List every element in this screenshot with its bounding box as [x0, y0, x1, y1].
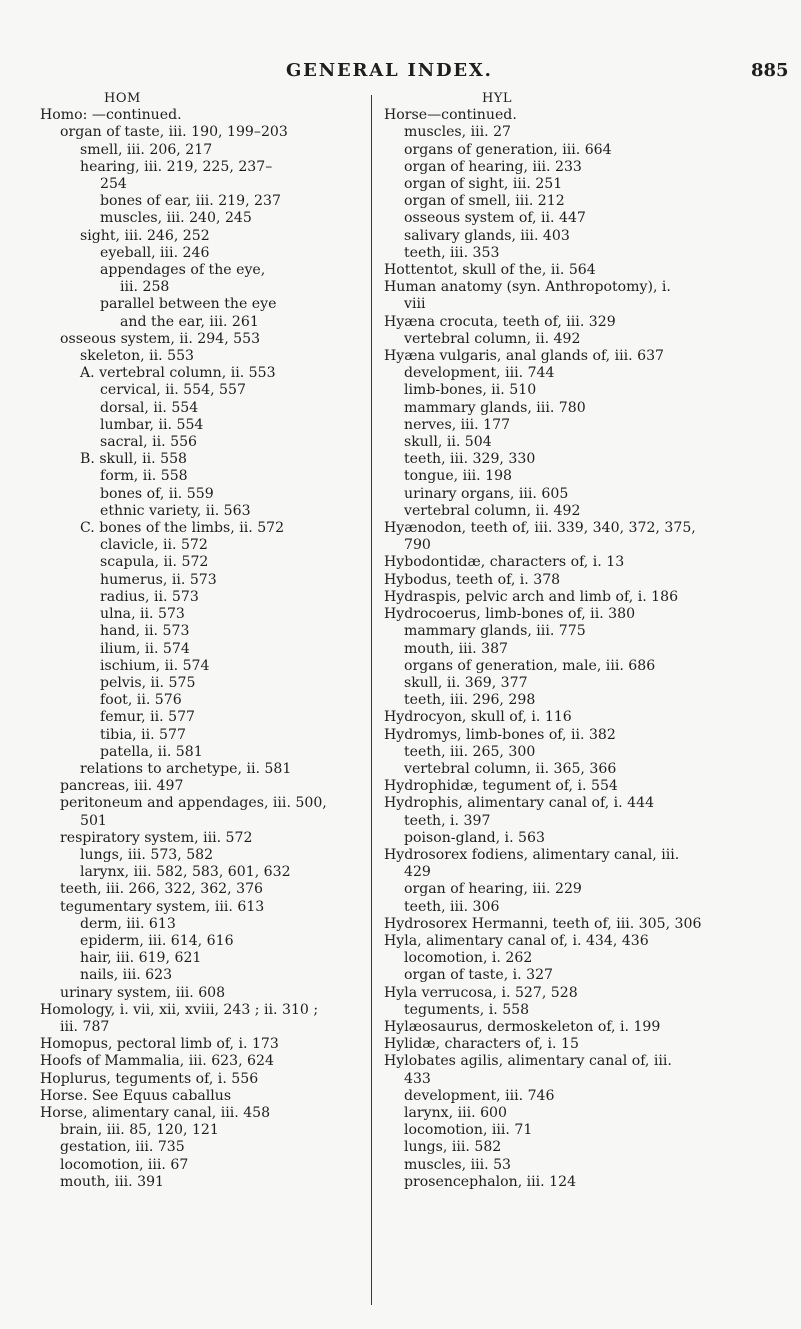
- index-entry: epiderm, iii. 614, 616: [80, 932, 234, 949]
- index-entry: teeth, i. 397: [404, 812, 491, 829]
- index-entry: iii. 258: [120, 279, 170, 296]
- index-entry: ischium, ii. 574: [100, 657, 210, 674]
- index-entry: teeth, iii. 265, 300: [404, 743, 536, 760]
- index-entry: urinary system, iii. 608: [60, 984, 226, 1001]
- index-entry: development, iii. 744: [404, 365, 555, 382]
- index-entry: poison-gland, i. 563: [404, 829, 545, 846]
- index-entry: organ of taste, i. 327: [404, 967, 554, 984]
- index-title: GENERAL INDEX.: [286, 60, 493, 81]
- index-entry: nails, iii. 623: [80, 967, 173, 984]
- index-entry: hearing, iii. 219, 225, 237–: [80, 158, 273, 175]
- index-entry: sight, iii. 246, 252: [80, 227, 210, 244]
- index-entry: teeth, iii. 329, 330: [404, 451, 536, 468]
- index-entry: pancreas, iii. 497: [60, 778, 184, 795]
- index-entry: bones of, ii. 559: [100, 485, 214, 502]
- index-entry: lungs, iii. 582: [404, 1139, 502, 1156]
- index-entry: clavicle, ii. 572: [100, 537, 208, 554]
- index-entry: lungs, iii. 573, 582: [80, 846, 214, 863]
- index-entry: Hydrophis, alimentary canal of, i. 444: [384, 795, 655, 812]
- index-entry: muscles, iii. 240, 245: [100, 210, 252, 227]
- index-entry: larynx, iii. 600: [404, 1104, 507, 1121]
- index-entry: skull, ii. 504: [404, 434, 492, 451]
- index-entry: development, iii. 746: [404, 1087, 555, 1104]
- index-entry: teeth, iii. 306: [404, 898, 500, 915]
- index-entry: tongue, iii. 198: [404, 468, 513, 485]
- index-entry: ilium, ii. 574: [100, 640, 190, 657]
- index-entry: bones of ear, iii. 219, 237: [100, 193, 281, 210]
- index-entry: C. bones of the limbs, ii. 572: [80, 520, 285, 537]
- index-entry: Hoplurus, teguments of, i. 556: [40, 1070, 259, 1087]
- index-entry: Human anatomy (syn. Anthropotomy), i.: [384, 279, 671, 296]
- index-entry: brain, iii. 85, 120, 121: [60, 1122, 219, 1139]
- index-entry: dorsal, ii. 554: [100, 399, 199, 416]
- index-entry: skeleton, ii. 553: [80, 348, 195, 365]
- index-entry: Hylobates agilis, alimentary canal of, iii.: [384, 1053, 672, 1070]
- index-entry: salivary glands, iii. 403: [404, 227, 570, 244]
- index-entry: Hottentot, skull of the, ii. 564: [384, 262, 596, 279]
- index-entry: humerus, ii. 573: [100, 571, 217, 588]
- index-entry: relations to archetype, ii. 581: [80, 760, 292, 777]
- index-entry: vertebral column, ii. 492: [404, 330, 581, 347]
- index-entry: locomotion, iii. 71: [404, 1122, 533, 1139]
- index-entry: peritoneum and appendages, iii. 500,: [60, 795, 327, 812]
- index-entry: Hydrosorex Hermanni, teeth of, iii. 305, 306: [384, 915, 702, 932]
- index-entry: larynx, iii. 582, 583, 601, 632: [80, 864, 291, 881]
- index-entry: limb-bones, ii. 510: [404, 382, 537, 399]
- index-entry: form, ii. 558: [100, 468, 188, 485]
- index-entry: teeth, iii. 353: [404, 244, 500, 261]
- index-entry: Homo: —continued.: [40, 107, 182, 124]
- index-entry: Hydrocyon, skull of, i. 116: [384, 709, 572, 726]
- index-entry: Hydrophidæ, tegument of, i. 554: [384, 778, 618, 795]
- index-entry: locomotion, iii. 67: [60, 1156, 189, 1173]
- index-entry: 790: [404, 537, 431, 554]
- index-entry: skull, ii. 369, 377: [404, 674, 528, 691]
- index-entry: osseous system of, ii. 447: [404, 210, 586, 227]
- index-entry: hand, ii. 573: [100, 623, 190, 640]
- index-entry: appendages of the eye,: [100, 262, 266, 279]
- index-entry: mammary glands, iii. 780: [404, 399, 586, 416]
- index-entry: B. skull, ii. 558: [80, 451, 188, 468]
- index-entry: eyeball, iii. 246: [100, 244, 210, 261]
- index-entry: scapula, ii. 572: [100, 554, 209, 571]
- index-entry: Horse. See Equus caballus: [40, 1087, 232, 1104]
- index-entry: teguments, i. 558: [404, 1001, 530, 1018]
- index-entry: lumbar, ii. 554: [100, 416, 204, 433]
- right-entries-list: [384, 107, 774, 1191]
- index-entry: Horse, alimentary canal, iii. 458: [40, 1104, 271, 1121]
- right-index-column: [384, 90, 774, 1191]
- right-column-catchword: HYL: [482, 91, 513, 106]
- index-entry: and the ear, iii. 261: [120, 313, 259, 330]
- index-entry: mouth, iii. 391: [60, 1173, 165, 1190]
- index-entry: muscles, iii. 53: [404, 1156, 512, 1173]
- index-entry: Hydromys, limb-bones of, ii. 382: [384, 726, 616, 743]
- index-entry: Hydraspis, pelvic arch and limb of, i. 186: [384, 588, 679, 605]
- index-entry: A. vertebral column, ii. 553: [80, 365, 276, 382]
- index-entry: Homology, i. vii, xii, xviii, 243 ; ii. 310 ;: [40, 1001, 319, 1018]
- left-index-column: [40, 90, 362, 1191]
- index-entry: teeth, iii. 296, 298: [404, 692, 536, 709]
- page-number: 885: [751, 60, 789, 81]
- left-column-catchword: HOM: [104, 91, 141, 106]
- index-entry: teeth, iii. 266, 322, 362, 376: [60, 881, 264, 898]
- index-entry: Hylidæ, characters of, i. 15: [384, 1036, 579, 1053]
- index-entry: Hybodus, teeth of, i. 378: [384, 571, 561, 588]
- index-entry: Hydrocoerus, limb-bones of, ii. 380: [384, 606, 636, 623]
- index-entry: Hyæna vulgaris, anal glands of, iii. 637: [384, 348, 665, 365]
- index-entry: osseous system, ii. 294, 553: [60, 330, 261, 347]
- left-entries-list: [40, 107, 362, 1191]
- index-entry: hair, iii. 619, 621: [80, 950, 202, 967]
- column-divider: [371, 95, 372, 1305]
- index-entry: locomotion, i. 262: [404, 950, 533, 967]
- index-entry: pelvis, ii. 575: [100, 674, 196, 691]
- index-entry: viii: [404, 296, 426, 313]
- index-entry: Hyla, alimentary canal of, i. 434, 436: [384, 932, 649, 949]
- index-entry: organ of hearing, iii. 233: [404, 158, 582, 175]
- index-entry: tibia, ii. 577: [100, 726, 186, 743]
- index-entry: organs of generation, male, iii. 686: [404, 657, 656, 674]
- index-entry: Hyænodon, teeth of, iii. 339, 340, 372, 375,: [384, 520, 696, 537]
- index-entry: radius, ii. 573: [100, 588, 199, 605]
- index-entry: femur, ii. 577: [100, 709, 196, 726]
- index-entry: 429: [404, 864, 431, 881]
- index-entry: muscles, iii. 27: [404, 124, 512, 141]
- index-entry: Hyæna crocuta, teeth of, iii. 329: [384, 313, 616, 330]
- index-entry: respiratory system, iii. 572: [60, 829, 253, 846]
- index-entry: organ of taste, iii. 190, 199–203: [60, 124, 288, 141]
- index-entry: Hyla verrucosa, i. 527, 528: [384, 984, 578, 1001]
- index-entry: Hoofs of Mammalia, iii. 623, 624: [40, 1053, 274, 1070]
- index-entry: organs of generation, iii. 664: [404, 141, 612, 158]
- index-entry: sacral, ii. 556: [100, 434, 198, 451]
- index-entry: parallel between the eye: [100, 296, 277, 313]
- index-entry: vertebral column, ii. 492: [404, 502, 581, 519]
- index-entry: Hybodontidæ, characters of, i. 13: [384, 554, 625, 571]
- index-entry: 254: [100, 176, 127, 193]
- running-head: [0, 60, 801, 84]
- index-entry: organ of smell, iii. 212: [404, 193, 565, 210]
- index-entry: Horse—continued.: [384, 107, 517, 124]
- index-entry: mammary glands, iii. 775: [404, 623, 586, 640]
- index-entry: Homopus, pectoral limb of, i. 173: [40, 1036, 279, 1053]
- index-entry: ethnic variety, ii. 563: [100, 502, 251, 519]
- index-entry: mouth, iii. 387: [404, 640, 509, 657]
- index-entry: derm, iii. 613: [80, 915, 176, 932]
- index-entry: Hydrosorex fodiens, alimentary canal, iii.: [384, 846, 680, 863]
- index-entry: cervical, ii. 554, 557: [100, 382, 246, 399]
- index-entry: gestation, iii. 735: [60, 1139, 185, 1156]
- index-entry: prosencephalon, iii. 124: [404, 1173, 577, 1190]
- index-entry: organ of hearing, iii. 229: [404, 881, 582, 898]
- index-entry: ulna, ii. 573: [100, 606, 185, 623]
- index-entry: Hylæosaurus, dermoskeleton of, i. 199: [384, 1018, 661, 1035]
- index-entry: nerves, iii. 177: [404, 416, 511, 433]
- index-entry: patella, ii. 581: [100, 743, 203, 760]
- index-entry: foot, ii. 576: [100, 692, 182, 709]
- index-entry: urinary organs, iii. 605: [404, 485, 569, 502]
- index-entry: smell, iii. 206, 217: [80, 141, 213, 158]
- index-entry: iii. 787: [60, 1018, 110, 1035]
- index-entry: organ of sight, iii. 251: [404, 176, 563, 193]
- index-entry: 433: [404, 1070, 431, 1087]
- index-entry: tegumentary system, iii. 613: [60, 898, 265, 915]
- index-entry: vertebral column, ii. 365, 366: [404, 760, 617, 777]
- index-entry: 501: [80, 812, 107, 829]
